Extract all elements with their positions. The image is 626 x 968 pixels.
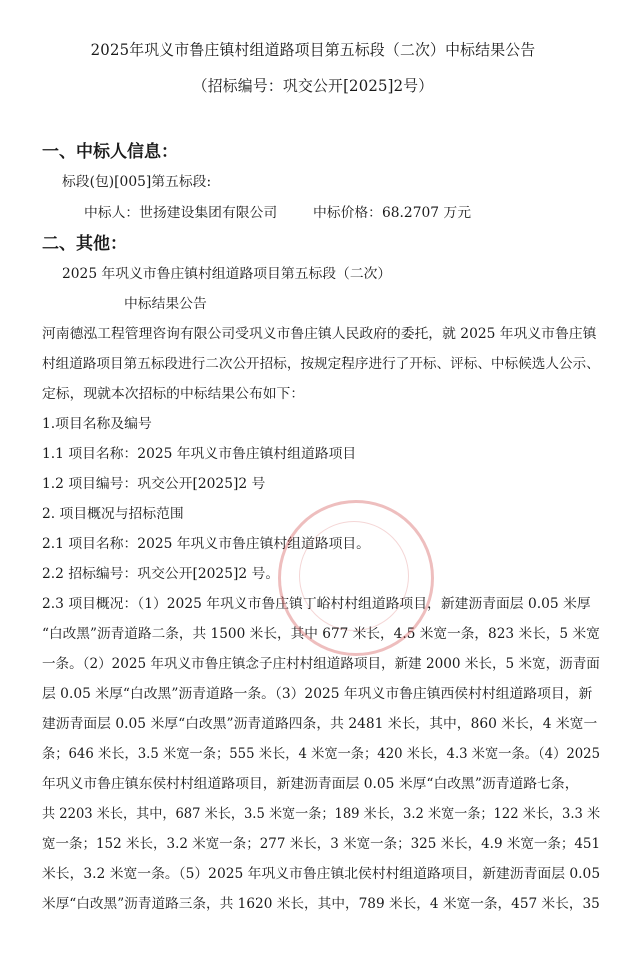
body-line: 河南德泓工程管理咨询有限公司受巩义市鲁庄镇人民政府的委托，就 2025 年巩义市鲁庄镇: [42, 326, 597, 342]
winner-name: 中标人：世扬建设集团有限公司: [84, 205, 278, 221]
body-line: 2. 项目概况与招标范围: [42, 506, 184, 522]
body-line: 一条。（2）2025 年巩义市鲁庄镇念子庄村村组道路项目，新建 2000 米长，5 米宽，沥青面: [42, 656, 600, 672]
document-subtitle: （招标编号：巩交公开[2025]2号）: [192, 77, 434, 95]
lot-label: 标段(包)[005]第五标段:: [62, 174, 212, 190]
body-line: 定标，现就本次招标的中标结果公布如下：: [42, 386, 305, 402]
document-title: 2025年巩义市鲁庄镇村组道路项目第五标段（二次）中标结果公告: [90, 41, 536, 59]
body-line: 1.1 项目名称：2025 年巩义市鲁庄镇村组道路项目: [42, 446, 357, 462]
body-line: 条；646 米长，3.5 米宽一条；555 米长，4 米宽一条；420 米长，4.3 米宽一条。（4）2025: [42, 746, 601, 762]
body-line: 2.1 项目名称：2025 年巩义市鲁庄镇村组道路项目。: [42, 536, 370, 552]
body-line: 米厚“白改黑”沥青道路三条，共 1620 米长，其中，789 米长，4 米宽一条，457 米长，35: [42, 896, 600, 912]
body-line: 2.2 招标编号：巩交公开[2025]2 号。: [42, 566, 280, 582]
body-line: 村组道路项目第五标段进行二次公开招标，按规定程序进行了开标、评标、中标候选人公示、: [42, 356, 600, 372]
body-line: 2.3 项目概况：（1）2025 年巩义市鲁庄镇丁峪村村组道路项目，新建沥青面层 0.05 米厚: [42, 596, 591, 612]
body-line: 建沥青面层 0.05 米厚“白改黑”沥青道路四条，共 2481 米长，其中，860 米长，4 米宽一: [42, 716, 598, 732]
body-line: 共 2203 米长，其中，687 米长，3.5 米宽一条；189 米长，3.2 米宽一条；122 米长，3.3 米: [42, 806, 601, 822]
body-line: 1.项目名称及编号: [42, 416, 152, 432]
body-line: 宽一条；152 米长，3.2 米宽一条；277 米长，3 米宽一条；325 米长，4.9 米宽一条；451: [42, 836, 601, 852]
body-line: “白改黑”沥青道路二条，共 1500 米长，其中 677 米长，4.5 米宽一条，823 米长，5 米宽: [42, 626, 600, 642]
body-line: 中标结果公告: [124, 296, 207, 312]
body-line: 米长，3.2 米宽一条。（5）2025 年巩义市鲁庄镇北侯村村组道路项目，新建沥青面层 0.05: [42, 866, 601, 882]
winning-price: 中标价格：68.2707 万元: [313, 205, 472, 221]
body-line: 年巩义市鲁庄镇东侯村村组道路项目，新建沥青面层 0.05 米厚“白改黑”沥青道路七条，: [42, 776, 579, 792]
section-heading-other: 二、其他：: [42, 234, 127, 254]
section-heading-winner-info: 一、中标人信息：: [42, 142, 178, 162]
body-line: 层 0.05 米厚“白改黑”沥青道路一条。（3）2025 年巩义市鲁庄镇西侯村村组道路项目，新: [42, 686, 593, 702]
body-line: 1.2 项目编号：巩交公开[2025]2 号: [42, 476, 266, 492]
body-line: 2025 年巩义市鲁庄镇村组道路项目第五标段（二次）: [62, 266, 392, 282]
